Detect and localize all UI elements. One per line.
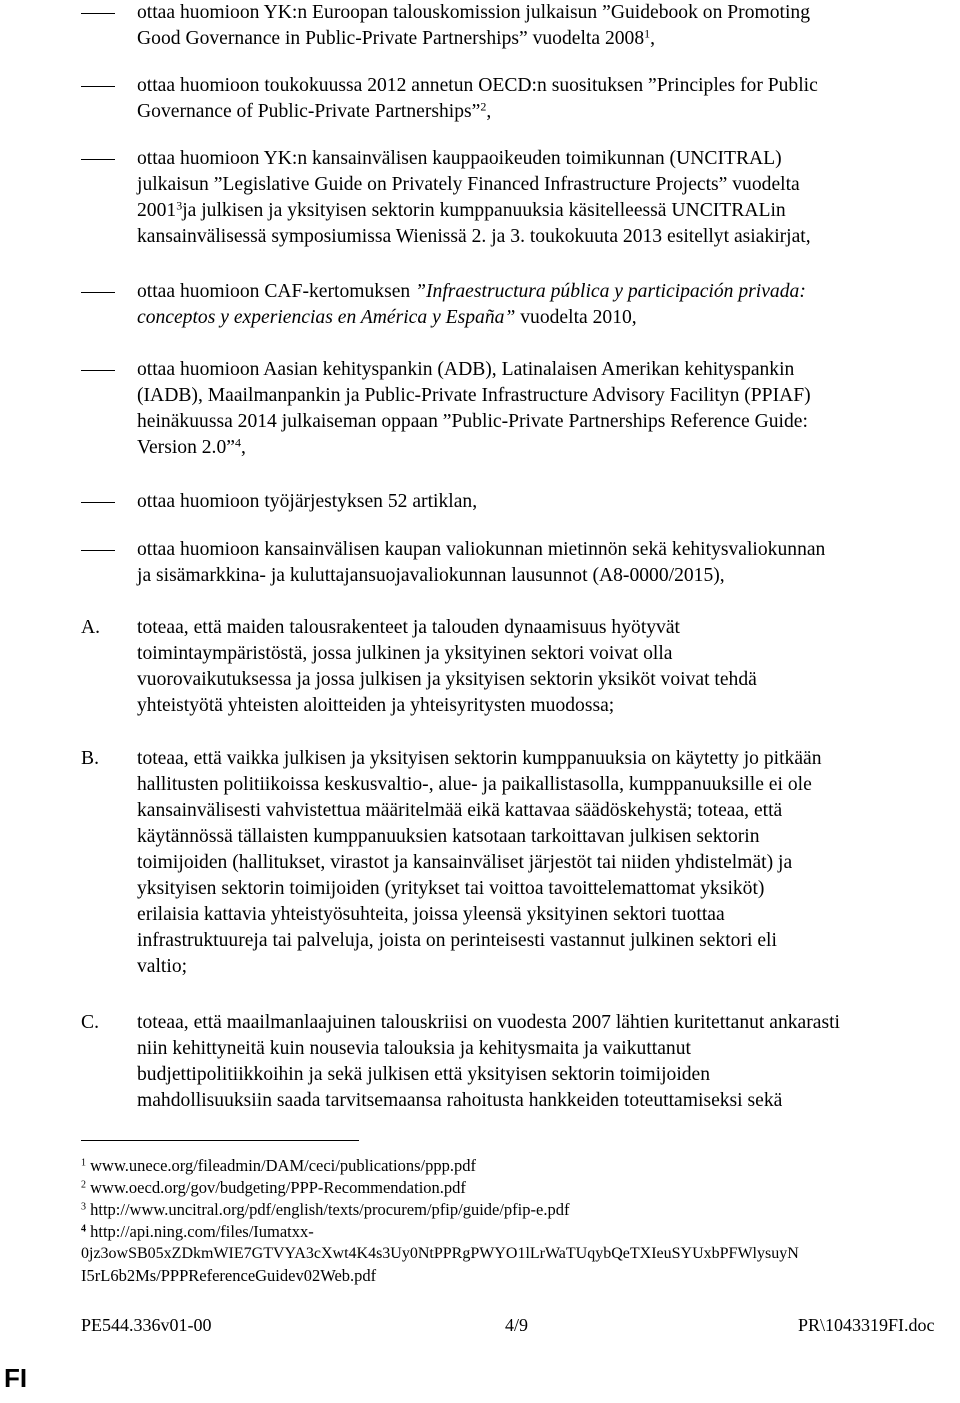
recital-b-line-6: yksityisen sektorin toimijoiden (yritykset tai voittoa tavoittelemattomat yksiköt) [137, 878, 765, 899]
citation-5-line-4: Version 2.0”$^4$, [137, 435, 246, 458]
footnote-ref: 1 [644, 26, 651, 41]
citation-dash [81, 550, 115, 551]
recital-b-line-2: hallitusten politiikoissa keskusvaltio-, alue- ja paikallistasolla, kumppanuuksille ei ole [137, 774, 812, 795]
recital-a-line-1: toteaa, että maiden talousrakenteet ja talouden dynaamisuus hyötyvät [137, 617, 680, 638]
footer-file-ref: PR\1043319FI.doc [798, 1315, 935, 1335]
recital-b-marker: B. [81, 748, 99, 769]
recital-a-line-3: vuorovaikutuksessa ja jossa julkisen ja yksityisen sektorin yksiköt voivat tehdä [137, 669, 757, 690]
citation-5-line-1: ottaa huomioon Aasian kehityspankin (ADB), Latinalaisen Amerikan kehityspankin [137, 359, 795, 380]
citation-3-line-3: 2001$^3$ja julkisen ja yksityisen sektorin kumppanuuksia käsitelleessä UNCITRALin [137, 198, 786, 221]
recital-c-line-1: toteaa, että maailmanlaajuinen talouskriisi on vuodesta 2007 lähtien kuritettanut ankarasti [137, 1012, 840, 1033]
citation-dash [81, 370, 115, 371]
citation-4-line-2: conceptos y experiencias en América y España” vuodelta 2010, [137, 307, 637, 328]
recital-c-line-3: budjettipolitiikkoihin ja sekä julkisen että yksityisen sektorin toimijoiden [137, 1064, 711, 1085]
citation-4-title-cont: conceptos y experiencias en América y España” [137, 307, 516, 328]
recital-a-marker: A. [81, 617, 101, 638]
recital-b-line-3: kansainvälisesti vahvistettua määritelmää eikä kattavaa säädöskehystä; toteaa, että [137, 800, 783, 821]
citation-2-line-1: ottaa huomioon toukokuussa 2012 annetun OECD:n suosituksen ”Principles for Public [137, 75, 818, 96]
citation-4-line-1: ottaa huomioon CAF-kertomuksen ”Infraestructura pública y participación privada: [137, 281, 806, 302]
footnote-4-line-2: 0jz3owSB05xZDkmWIE7GTVYA3cXwt4K4s3Uy0NtPPRgPWYO1lLrWaTUqybQeTXIeuSYUxbPFWlysuyN [81, 1245, 799, 1262]
citation-dash [81, 13, 115, 14]
recital-b-line-4: käytännössä tällaisten kumppanuuksien katsotaan tarkoittavan julkisen sektorin [137, 826, 760, 847]
recital-a-line-4: yhteistyötä yhteisten aloitteiden ja yhteisyritysten muodossa; [137, 695, 615, 716]
recital-c-marker: C. [81, 1012, 99, 1033]
citation-5-line-2: (IADB), Maailmanpankin ja Public-Private Infrastructure Advisory Facilityn (PPIAF) [137, 385, 811, 406]
recital-b-line-1: toteaa, että vaikka julkisen ja yksityisen sektorin kumppanuuksia on käytetty jo pitkään [137, 748, 822, 769]
footnote-1: $^1$ www.unece.org/fileadmin/DAM/ceci/publications/ppp.pdf [81, 1156, 476, 1175]
citation-dash [81, 292, 115, 293]
footnote-ref: 3 [176, 198, 183, 213]
footnote-4: $^4$ http://api.ning.com/files/Iumatxx- [81, 1222, 314, 1241]
recital-b-line-5: toimijoiden (hallitukset, virastot ja kansainväliset järjestöt tai niiden yhdistelmät) ja [137, 852, 793, 873]
footer-page-number: 4/9 [505, 1315, 529, 1335]
footnote-separator [81, 1140, 359, 1141]
citation-7-line-2: ja sisämarkkina- ja kuluttajansuojavaliokunnan lausunnot (A8-0000/2015), [137, 565, 725, 586]
recital-a-line-2: toimintaympäristöstä, jossa julkinen ja yksityinen sektori voivat olla [137, 643, 673, 664]
footnote-2: $^2$ www.oecd.org/gov/budgeting/PPP-Recommendation.pdf [81, 1178, 466, 1197]
citation-3-line-1: ottaa huomioon YK:n kansainvälisen kauppaoikeuden toimikunnan (UNCITRAL) [137, 148, 782, 169]
citation-5-line-3: heinäkuussa 2014 julkaiseman oppaan ”Public-Private Partnerships Reference Guide: [137, 411, 808, 432]
recital-b-line-9: valtio; [137, 956, 188, 977]
footnote-3: $^3$ http://www.uncitral.org/pdf/english/texts/procurem/pfip/guide/pfip-e.pdf [81, 1200, 570, 1219]
footnote-ref: 2 [480, 99, 487, 114]
citation-6-line-1: ottaa huomioon työjärjestyksen 52 artiklan, [137, 491, 478, 512]
citation-1-line-1: ottaa huomioon YK:n Euroopan talouskomission julkaisun ”Guidebook on Promoting [137, 2, 811, 23]
citation-dash [81, 159, 115, 160]
citation-4-title: ”Infraestructura pública y participación privada: [415, 281, 806, 302]
citation-3-line-4: kansainvälisessä symposiumissa Wienissä 2. ja 3. toukokuuta 2013 esitellyt asiakirjat, [137, 226, 811, 247]
recital-c-line-4: mahdollisuuksiin saada tarvitsemaansa rahoitusta hankkeiden toteuttamiseksi sekä [137, 1090, 783, 1111]
footer-doc-ref: PE544.336v01-00 [81, 1315, 212, 1335]
recital-b-line-7: erilaisia kattavia yhteistyösuhteita, joissa yleensä yksityinen sektori tuottaa [137, 904, 725, 925]
citation-dash [81, 502, 115, 503]
recital-b-line-8: infrastruktuureja tai palveluja, joista on perinteisesti vastannut julkinen sektori eli [137, 930, 777, 951]
citation-7-line-1: ottaa huomioon kansainvälisen kaupan valiokunnan mietinnön sekä kehitysvaliokunnan [137, 539, 826, 560]
recital-c-line-2: niin kehittyneitä kuin nousevia talouksia ja kehitysmaita ja vaikuttanut [137, 1038, 691, 1059]
citation-2-line-2: Governance of Public-Private Partnerships”$^2$, [137, 99, 492, 122]
citation-1-line-2: Good Governance in Public-Private Partnerships” vuodelta 2008$^1$, [137, 26, 656, 49]
language-code: FI [4, 1363, 28, 1393]
citation-dash [81, 86, 115, 87]
footnote-4-line-3: I5rL6b2Ms/PPPReferenceGuidev02Web.pdf [81, 1266, 377, 1285]
citation-3-line-2: julkaisun ”Legislative Guide on Privately Financed Infrastructure Projects” vuodelta [137, 174, 800, 195]
footnote-ref: 4 [234, 435, 241, 450]
